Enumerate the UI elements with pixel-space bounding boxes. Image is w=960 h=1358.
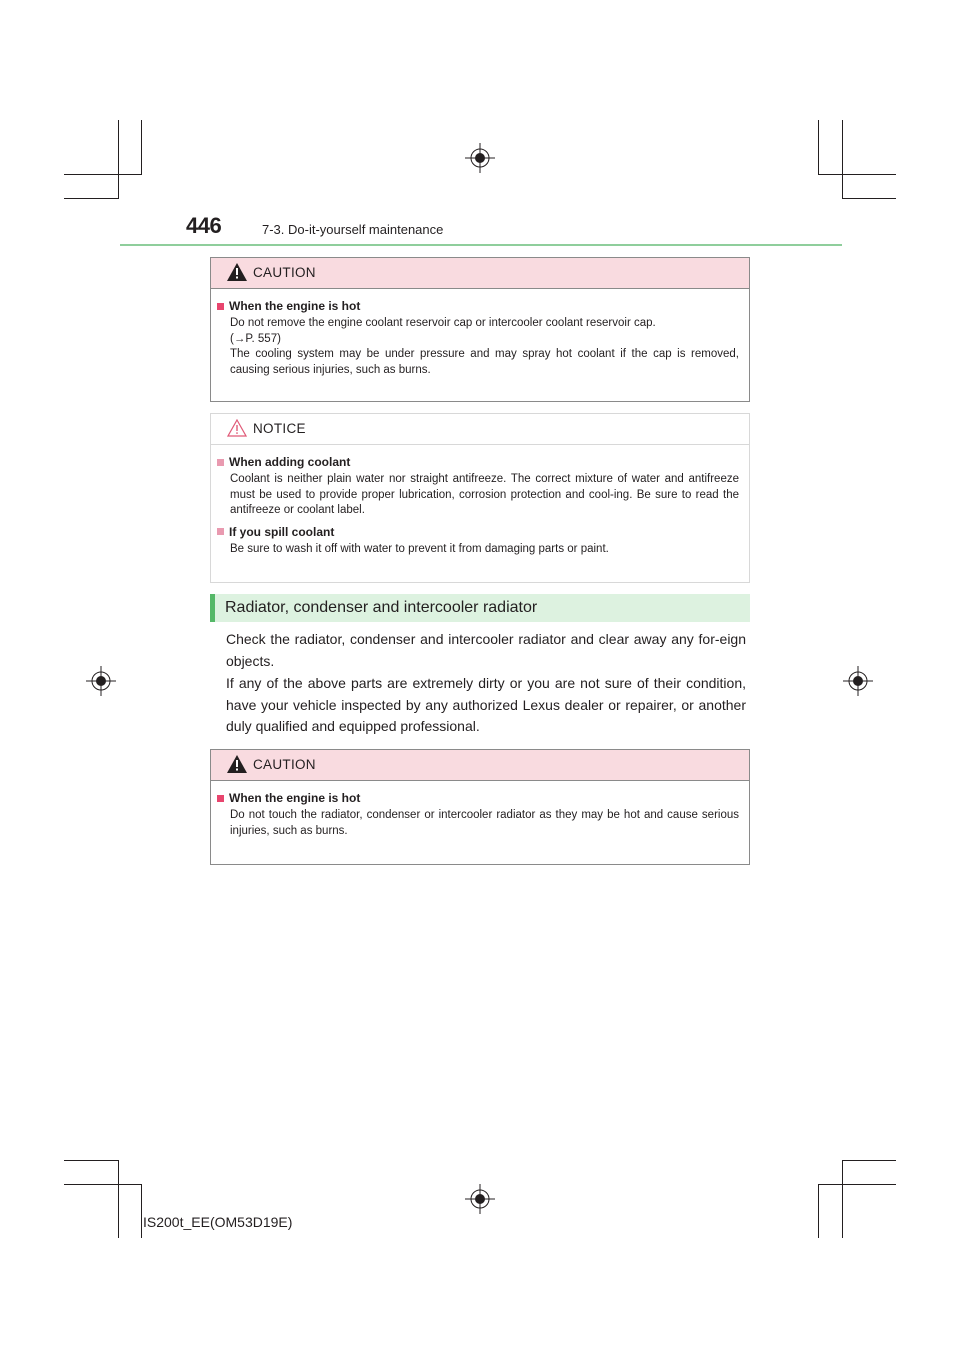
crop-mark: [818, 174, 896, 175]
item-body: Do not remove the engine coolant reservoir cap or intercooler coolant reservoir cap. (→P. 557) The cooling system may be under pressure and may spray hot coolant if the cap is removed, causing serious injuries, such as burns.: [230, 317, 739, 376]
crop-mark: [118, 120, 119, 198]
notice-label: NOTICE: [253, 421, 306, 436]
notice-header: [211, 414, 749, 445]
registration-mark-icon: [86, 666, 116, 696]
crop-mark: [842, 1160, 896, 1161]
notice-box: [210, 413, 750, 583]
section-title: 7-3. Do-it-yourself maintenance: [262, 222, 444, 237]
crop-mark: [818, 1184, 896, 1185]
registration-mark-icon: [465, 143, 495, 173]
crop-mark: [141, 1184, 142, 1238]
crop-mark: [141, 120, 142, 174]
item-title: When adding coolant: [217, 455, 739, 469]
crop-mark: [64, 1184, 142, 1185]
item-body: Coolant is neither plain water nor straight antifreeze. The correct mixture of water and antifreeze must be used to provide proper lubrication, corrosion protection and cool-ing. Be sure to read the antifreeze or coolant label.: [230, 473, 739, 516]
crop-mark: [64, 174, 142, 175]
paragraph: Check the radiator, condenser and intercooler radiator and clear away any for-eign objects.: [226, 631, 746, 669]
item-title: When the engine is hot: [217, 791, 739, 805]
caution-header: [211, 258, 749, 289]
crop-mark: [818, 120, 819, 174]
section-heading: [210, 594, 750, 622]
paragraph: If any of the above parts are extremely dirty or you are not sure of their condition, have your vehicle inspected by any authorized Lexus dealer or repairer, or another duly qualified and equipped professional.: [226, 675, 746, 734]
crop-mark: [842, 1160, 843, 1238]
warning-triangle-outline-icon: [227, 419, 247, 437]
page-number: 446: [186, 213, 222, 238]
registration-mark-icon: [465, 1184, 495, 1214]
warning-triangle-icon: [227, 755, 247, 773]
section-accent-bar: [210, 594, 215, 622]
square-bullet-icon: [217, 459, 224, 466]
warning-triangle-icon: [227, 263, 247, 281]
caution-label: CAUTION: [253, 757, 316, 772]
square-bullet-icon: [217, 303, 224, 310]
caution-label: CAUTION: [253, 265, 316, 280]
item-body: Be sure to wash it off with water to prevent it from damaging parts or paint.: [230, 542, 609, 555]
square-bullet-icon: [217, 795, 224, 802]
crop-mark: [64, 198, 119, 199]
section-heading-text: Radiator, condenser and intercooler radiator: [225, 599, 538, 616]
caution-box: [210, 257, 750, 402]
caution-box: [210, 749, 750, 865]
item-title: If you spill coolant: [217, 525, 739, 539]
model-code: IS200t_EE(OM53D19E): [143, 1214, 293, 1230]
item-body: Do not touch the radiator, condenser or intercooler radiator as they may be hot and cause serious injuries, such as burns.: [230, 809, 739, 837]
crop-mark: [842, 198, 896, 199]
crop-mark: [818, 1184, 819, 1238]
crop-mark: [64, 1160, 119, 1161]
registration-mark-icon: [843, 666, 873, 696]
header-divider: [120, 244, 842, 246]
crop-mark: [118, 1160, 119, 1238]
square-bullet-icon: [217, 528, 224, 535]
item-title: When the engine is hot: [217, 299, 739, 313]
crop-mark: [842, 120, 843, 198]
caution-header: [211, 750, 749, 781]
